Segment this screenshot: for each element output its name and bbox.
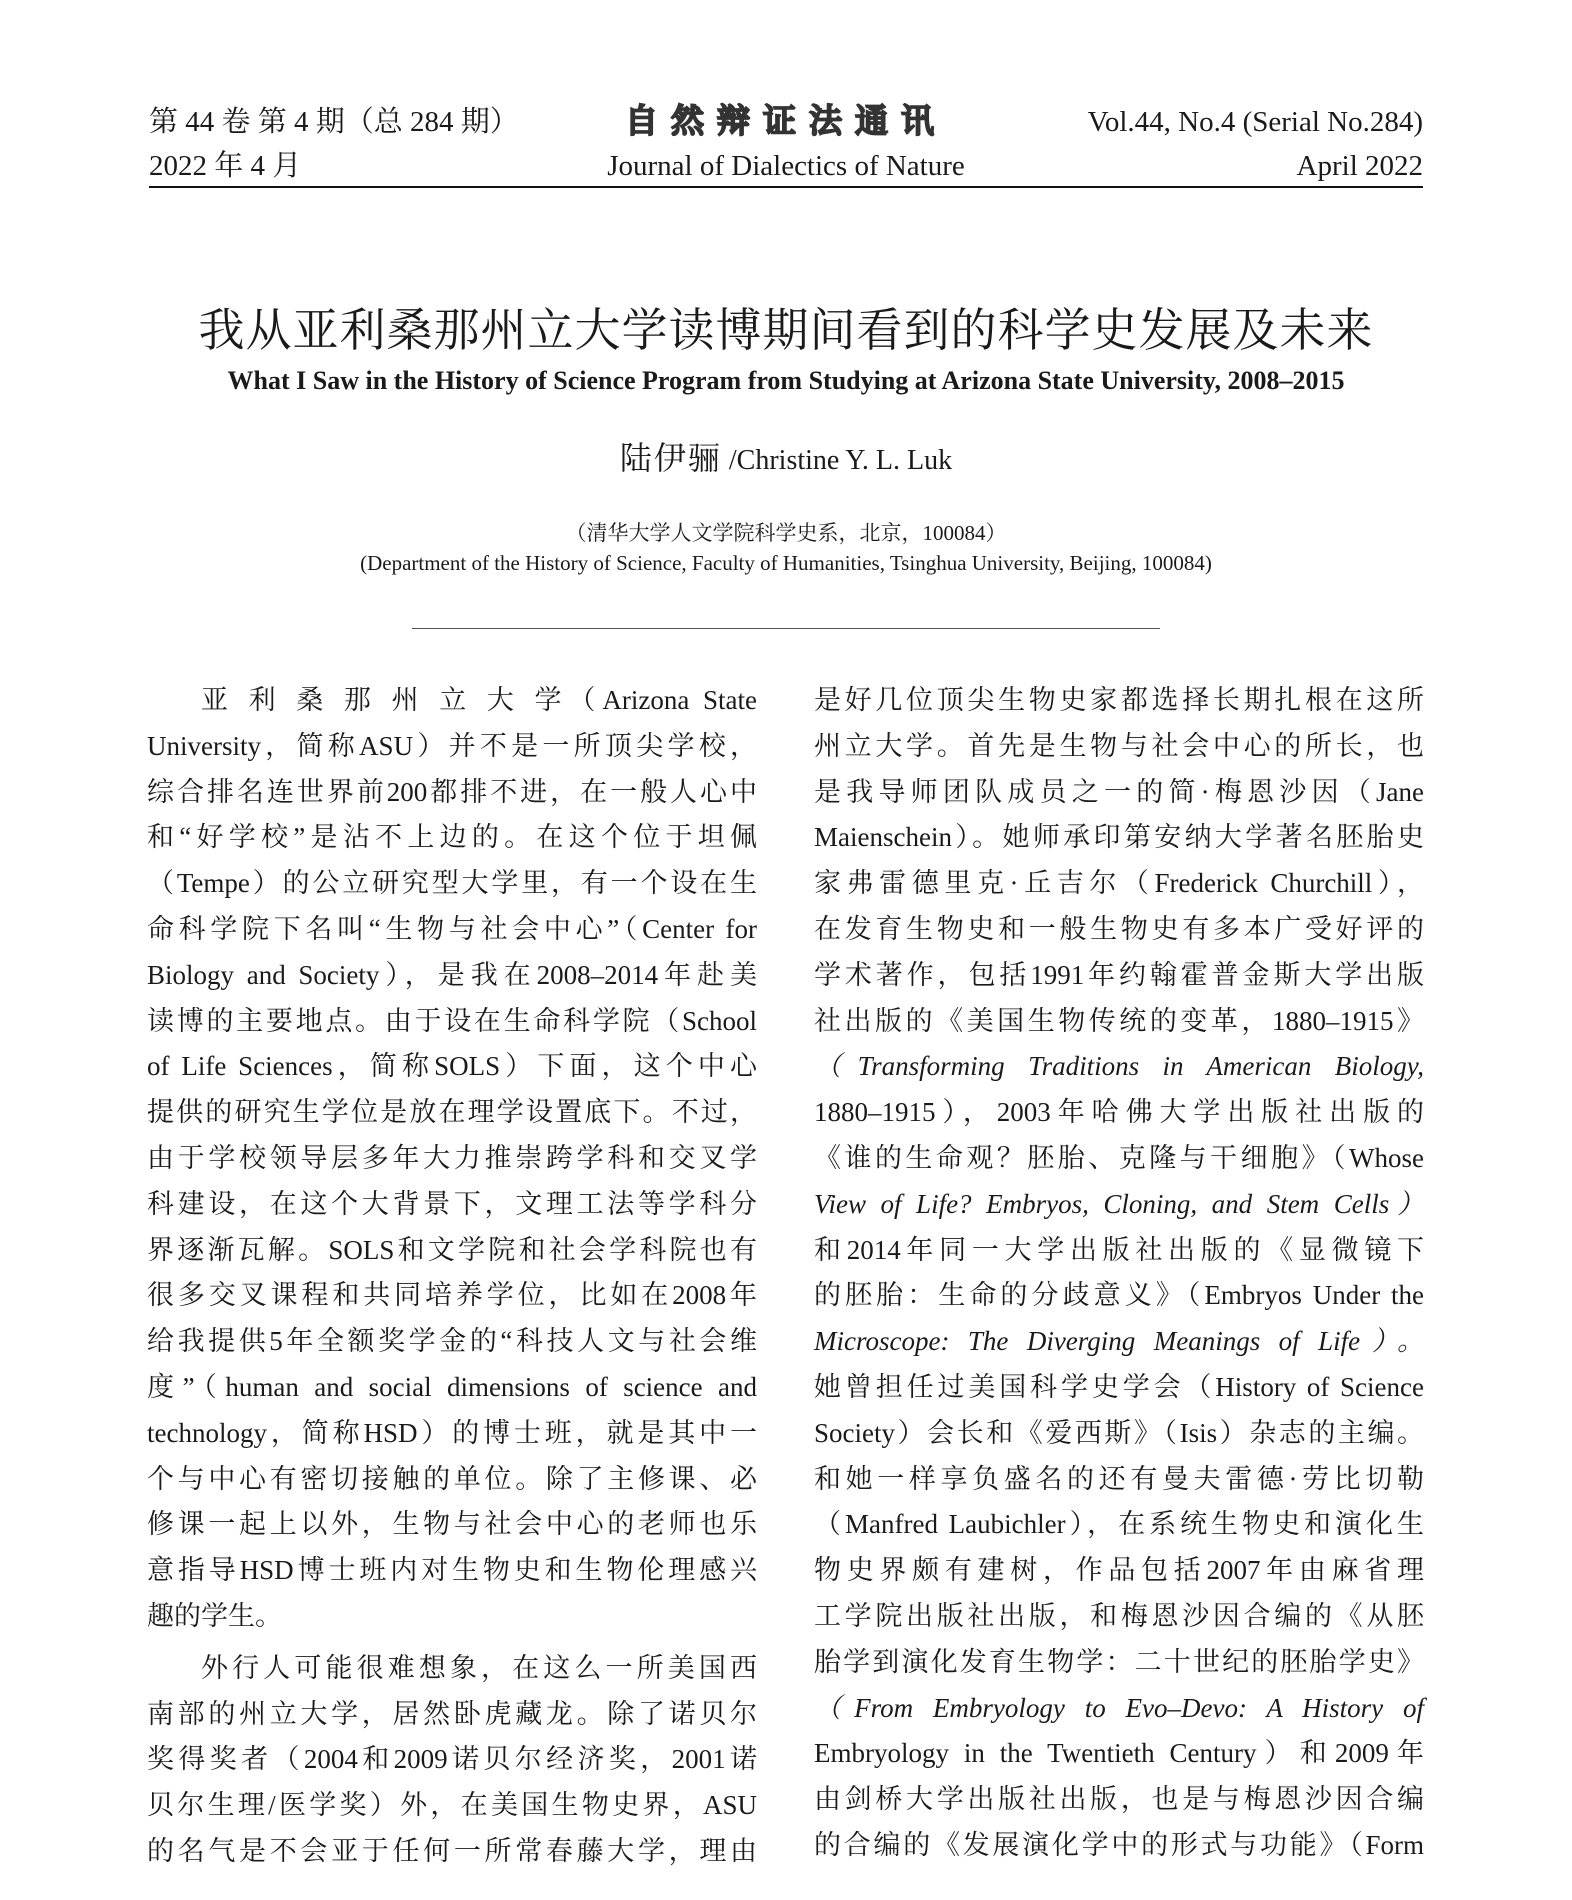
body-line: 意指导HSD博士班内对生物史和生物伦理感兴 xyxy=(147,1555,757,1586)
body-line: Maienschein）。她师承印第安纳大学著名胚胎史 xyxy=(814,822,1424,853)
body-line: 由于学校领导层多年大力推崇跨学科和交叉学 xyxy=(147,1142,757,1173)
body-line: 科建设，在这个大背景下，文理工法等学科分 xyxy=(147,1188,757,1219)
body-line: 的名气是不会亚于任何一所常春藤大学，理由 xyxy=(147,1835,757,1866)
body-line: 《谁的生命观？胚胎、克隆与干细胞》（Whose xyxy=(814,1142,1424,1173)
body-line: 她曾担任过美国科学史学会（History of Science xyxy=(814,1371,1424,1402)
header-rule xyxy=(149,186,1423,188)
body-line: 州立大学。首先是生物与社会中心的所长，也 xyxy=(814,730,1424,761)
body-line: View of Life? Embryos, Cloning, and Stem Cells） xyxy=(814,1188,1424,1219)
article-title-zh: 我从亚利桑那州立大学读博期间看到的科学史发展及未来 xyxy=(198,305,1374,356)
body-line: 外行人可能很难想象，在这么一所美国西 xyxy=(201,1652,757,1683)
body-line: 在发育生物史和一般生物史有多本广受好评的 xyxy=(814,913,1424,944)
body-line: 度”（human and social dimensions of science and xyxy=(147,1371,757,1402)
body-line: of Life Sciences，简称SOLS）下面，这个中心 xyxy=(147,1051,757,1082)
body-line: 界逐渐瓦解。SOLS和文学院和社会学科院也有 xyxy=(147,1234,757,1265)
author-name-zh: 陆伊骊 xyxy=(619,440,722,476)
body-line: 和“好学校”是沾不上边的。在这个位于坦佩 xyxy=(147,822,757,853)
body-line: 贝尔生理/医学奖）外，在美国生物史界，ASU xyxy=(147,1790,757,1821)
body-line: Embryology in the Twentieth Century）和2009年 xyxy=(814,1738,1424,1769)
author-line xyxy=(0,436,1572,483)
affiliation-zh: （清华大学人文学院科学史系，北京，100084） xyxy=(565,521,1007,545)
author-name-en: /Christine Y. L. Luk xyxy=(728,445,953,476)
body-line: 南部的州立大学，居然卧虎藏龙。除了诺贝尔 xyxy=(147,1698,757,1729)
header-right xyxy=(1088,100,1423,188)
body-line: 的合编的《发展演化学中的形式与功能》（Form xyxy=(814,1829,1424,1860)
body-line: Biology and Society），是我在2008–2014年赴美 xyxy=(147,959,757,990)
body-line: 综合排名连世界前200都排不进，在一般人心中 xyxy=(147,776,757,807)
body-line: 学术著作，包括1991年约翰霍普金斯大学出版 xyxy=(814,959,1424,990)
body-line: 给我提供5年全额奖学金的“科技人文与社会维 xyxy=(147,1326,757,1357)
body-line: 趣的学生。 xyxy=(147,1600,282,1631)
body-line: （From Embryology to Evo–Devo: A History of xyxy=(814,1692,1424,1723)
body-line: 物史界颇有建树，作品包括2007年由麻省理 xyxy=(814,1555,1424,1586)
body-line: 提供的研究生学位是放在理学设置底下。不过， xyxy=(147,1097,757,1128)
body-line: （Manfred Laubichler），在系统生物史和演化生 xyxy=(814,1509,1424,1540)
body-line: 个与中心有密切接触的单位。除了主修课、必 xyxy=(147,1463,757,1494)
body-line: 工学院出版社出版，和梅恩沙因合编的《从胚 xyxy=(814,1600,1424,1631)
body-line: （Transforming Traditions in American Biology, xyxy=(814,1051,1424,1082)
body-column-left xyxy=(147,678,757,1875)
body-line: University，简称ASU）并不是一所顶尖学校， xyxy=(147,730,757,761)
body-line: 命科学院下名叫“生物与社会中心”（Center for xyxy=(147,913,757,944)
body-line: 是我导师团队成员之一的简·梅恩沙因（Jane xyxy=(814,776,1424,807)
running-header xyxy=(149,100,1423,190)
body-line: （Tempe）的公立研究型大学里，有一个设在生 xyxy=(147,868,757,899)
body-line: 胎学到演化发育生物学：二十世纪的胚胎学史》 xyxy=(814,1646,1424,1677)
date-zh: 2022 年 4 月 xyxy=(149,150,302,182)
body-line: technology，简称HSD）的博士班，就是其中一 xyxy=(147,1417,757,1448)
date-en: April 2022 xyxy=(1296,150,1423,182)
issue-en: Vol.44, No.4 (Serial No.284) xyxy=(1087,106,1423,138)
body-line: 的胚胎：生命的分歧意义》（Embryos Under the xyxy=(814,1280,1424,1311)
body-line: 由剑桥大学出版社出版，也是与梅恩沙因合编 xyxy=(814,1784,1424,1815)
body-line: 1880–1915），2003年哈佛大学出版社出版的 xyxy=(814,1097,1424,1128)
body-line: 是好几位顶尖生物史家都选择长期扎根在这所 xyxy=(814,685,1424,715)
journal-masthead-zh: 自然辩证法通讯 xyxy=(625,104,947,140)
affiliation-en: (Department of the History of Science, Faculty of Humanities, Tsinghua University, Beijing, 100084) xyxy=(360,551,1212,575)
body-line: 很多交叉课程和共同培养学位，比如在2008年 xyxy=(147,1280,757,1311)
title-separator-rule xyxy=(412,628,1160,629)
journal-name-en: Journal of Dialectics of Nature xyxy=(607,150,965,182)
body-line: Society）会长和《爱西斯》（Isis）杂志的主编。 xyxy=(814,1417,1424,1448)
body-line: Microscope: The Diverging Meanings of Life）。 xyxy=(814,1326,1424,1357)
body-line: 亚 利 桑 那 州 立 大 学（Arizona State xyxy=(201,685,757,715)
body-column-right xyxy=(814,678,1424,1869)
body-line: 读博的主要地点。由于设在生命科学院（School xyxy=(147,1005,757,1036)
body-line: 修课一起上以外，生物与社会中心的老师也乐 xyxy=(147,1509,757,1540)
body-line: 奖得奖者（2004和2009诺贝尔经济奖，2001诺 xyxy=(147,1744,757,1775)
body-line: 和她一样享负盛名的还有曼夫雷德·劳比切勒 xyxy=(814,1463,1424,1494)
issue-zh: 第 44 卷 第 4 期（总 284 期） xyxy=(149,106,519,138)
body-line: 和2014年同一大学出版社出版的《显微镜下 xyxy=(814,1234,1424,1265)
body-line: 家弗雷德里克·丘吉尔（Frederick Churchill）， xyxy=(814,868,1424,899)
article-title-en: What I Saw in the History of Science Program from Studying at Arizona State University, 2008–2015 xyxy=(227,366,1345,395)
body-line: 社出版的《美国生物传统的变革，1880–1915》 xyxy=(814,1005,1424,1036)
